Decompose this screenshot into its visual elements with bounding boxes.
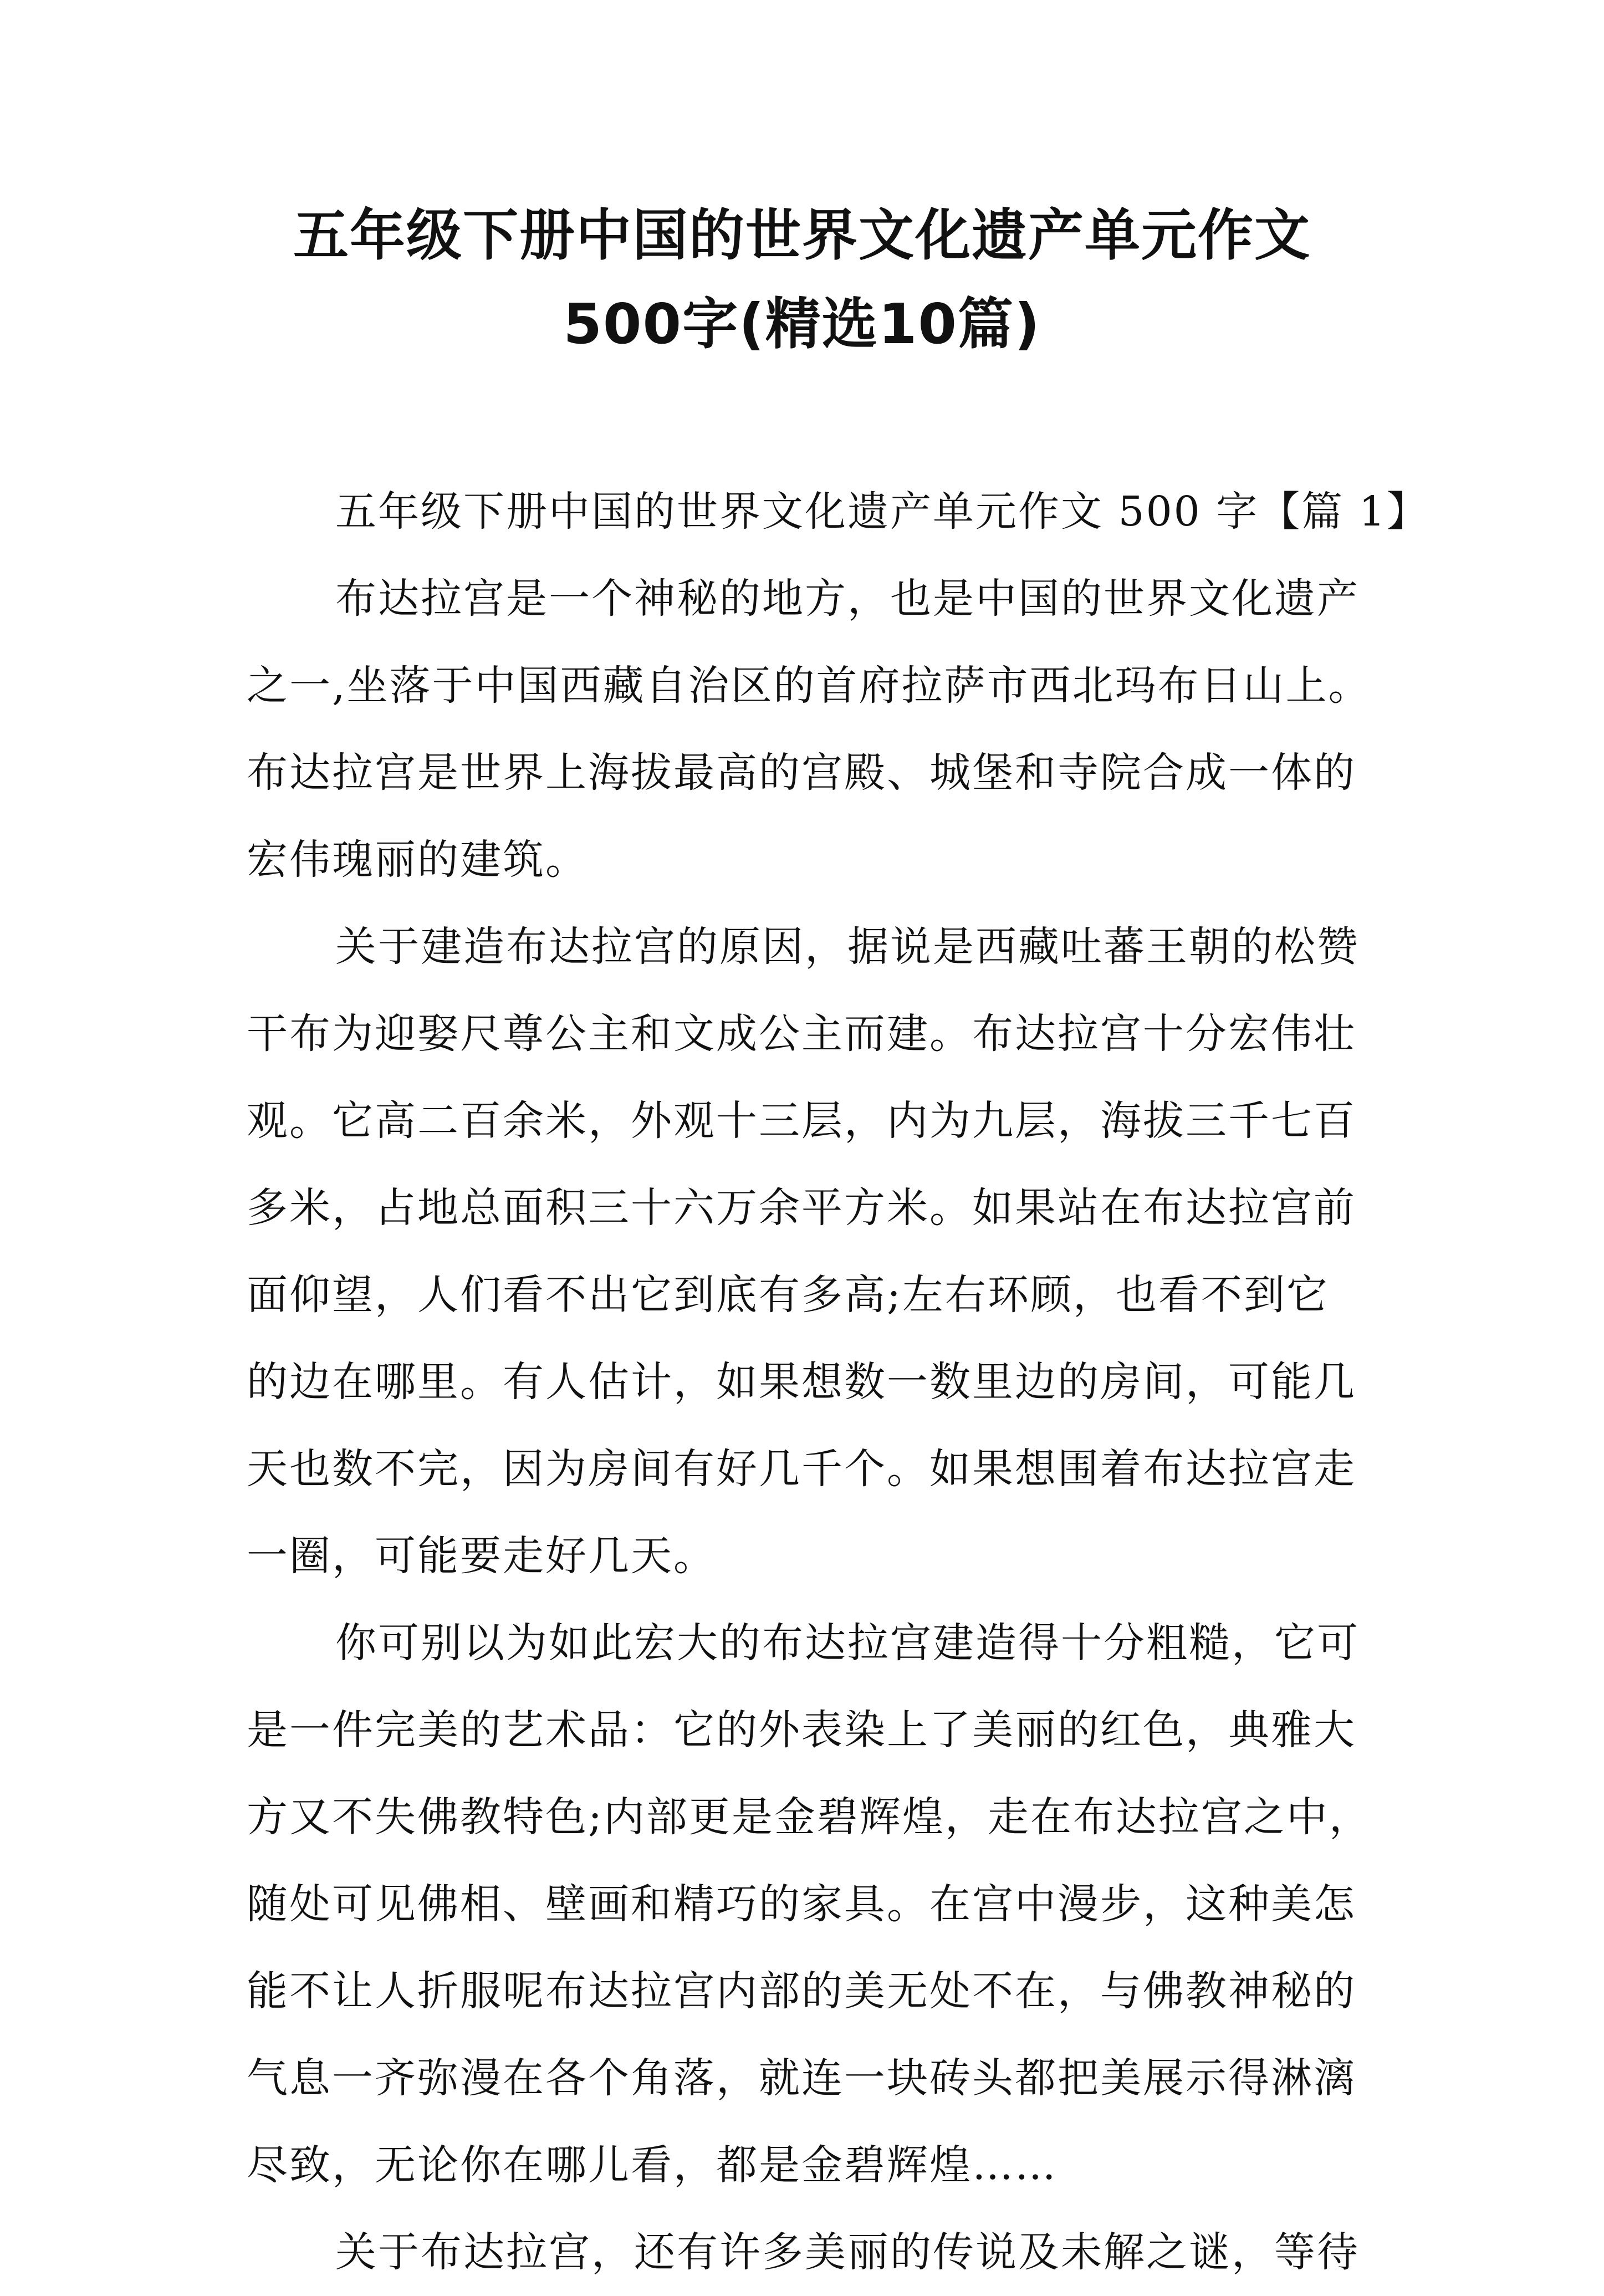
paragraph-line: 布达拉宫是世界上海拔最高的宫殿、城堡和寺院合成一体的 <box>247 749 1356 797</box>
document-title-line-1: 五年级下册中国的世界文化遗产单元作文 <box>293 203 1311 268</box>
paragraph-line: 你可别以为如此宏大的布达拉宫建造得十分粗糙，它可 <box>335 1619 1360 1667</box>
paragraph-line: 的边在哪里。有人估计，如果想数一数里边的房间，可能几 <box>247 1358 1356 1406</box>
paragraph-line: 多米，占地总面积三十六万余平方米。如果站在布达拉宫前 <box>247 1184 1356 1232</box>
paragraph-line: 一圈，可能要走好几天。 <box>247 1532 716 1580</box>
paragraph-line: 布达拉宫是一个神秘的地方，也是中国的世界文化遗产 <box>335 575 1360 623</box>
paragraph-line: 方又不失佛教特色;内部更是金碧辉煌，走在布达拉宫之中， <box>247 1793 1372 1841</box>
paragraph-line: 天也数不完，因为房间有好几千个。如果想围着布达拉宫走 <box>247 1445 1356 1493</box>
paragraph-line: 干布为迎娶尺尊公主和文成公主而建。布达拉宫十分宏伟壮 <box>247 1010 1356 1058</box>
paragraph-line: 关于建造布达拉宫的原因，据说是西藏吐蕃王朝的松赞 <box>335 923 1360 971</box>
paragraph-line: 尽致，无论你在哪儿看，都是金碧辉煌…… <box>247 2141 1058 2189</box>
paragraph-line: 是一件完美的艺术品：它的外表染上了美丽的红色，典雅大 <box>247 1706 1356 1754</box>
section-heading: 五年级下册中国的世界文化遗产单元作文 500 字【篇 1】 <box>335 488 1429 535</box>
paragraph-line: 之一,坐落于中国西藏自治区的首府拉萨市西北玛布日山上。 <box>247 662 1371 710</box>
paragraph-line: 能不让人折服呢布达拉宫内部的美无处不在，与佛教神秘的 <box>247 1967 1356 2015</box>
paragraph-line: 观。它高二百余米，外观十三层，内为九层，海拔三千七百 <box>247 1097 1356 1145</box>
paragraph-line: 气息一齐弥漫在各个角落，就连一块砖头都把美展示得淋漓 <box>247 2054 1356 2102</box>
paragraph-line: 面仰望，人们看不出它到底有多高;左右环顾，也看不到它 <box>247 1271 1329 1319</box>
paragraph-line: 宏伟瑰丽的建筑。 <box>247 836 588 884</box>
paragraph-line: 随处可见佛相、壁画和精巧的家具。在宫中漫步，这种美怎 <box>247 1880 1356 1928</box>
document-title-line-2: 500字(精选10篇) <box>563 292 1041 356</box>
paragraph-line: 关于布达拉宫，还有许多美丽的传说及未解之谜，等待 <box>335 2228 1360 2276</box>
